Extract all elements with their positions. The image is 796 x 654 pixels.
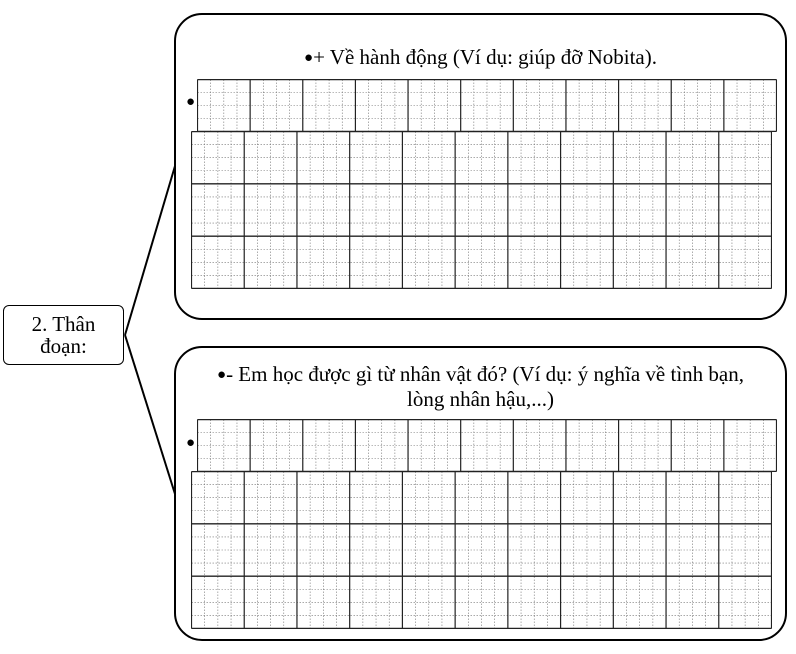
bullet-icon: ● bbox=[186, 94, 196, 110]
writing-grid-top[interactable] bbox=[197, 419, 777, 472]
section-label-line-2: đoạn: bbox=[40, 334, 87, 358]
writing-grid-bottom[interactable] bbox=[191, 131, 772, 289]
bullet-icon: ● bbox=[186, 435, 196, 451]
section-label-line-1: 2. Thân bbox=[31, 312, 96, 336]
card-lesson-label: - Em học được gì từ nhân vật đó? (Ví dụ: ý nghĩa về tình bạn, lòng nhân hậu,...) bbox=[226, 362, 744, 411]
writing-grid-bottom[interactable] bbox=[191, 471, 772, 629]
section-label-box bbox=[3, 305, 124, 365]
card-actions-label: + Về hành động (Ví dụ: giúp đỡ Nobita). bbox=[313, 45, 657, 69]
bullet-icon: ● bbox=[304, 50, 314, 66]
card-lesson-text bbox=[196, 362, 765, 411]
bullet-icon: ● bbox=[217, 367, 227, 383]
card-actions-text bbox=[176, 45, 785, 70]
writing-grid-top[interactable] bbox=[197, 79, 777, 132]
